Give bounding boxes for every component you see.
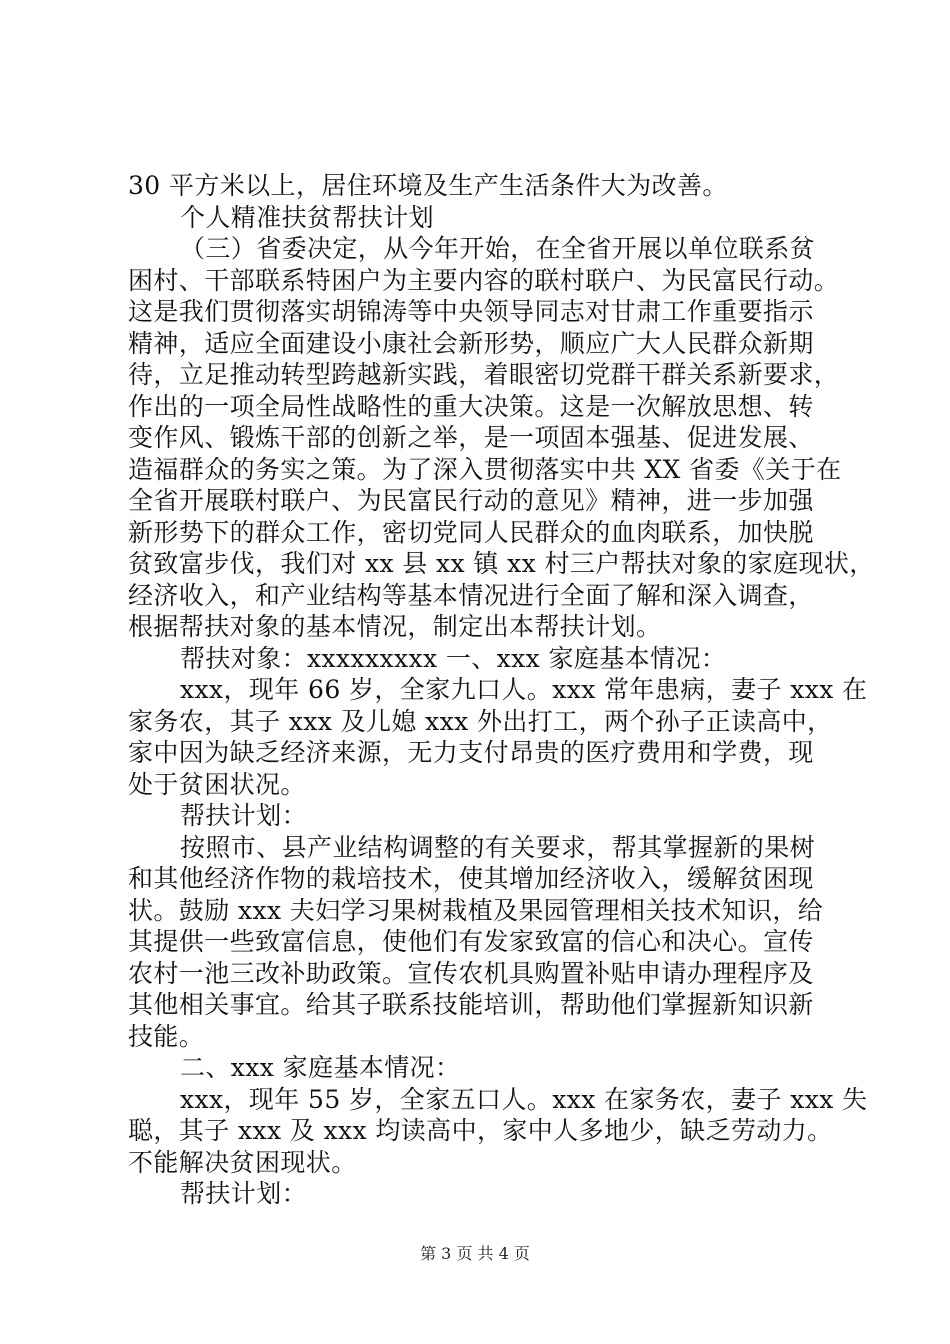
text-line: 状。鼓励 xxx 夫妇学习果树栽植及果园管理相关技术知识，给 bbox=[128, 895, 824, 925]
text-line: 全省开展联村联户、为民富民行动的意见》精神，进一步加强 bbox=[128, 486, 814, 515]
text-line: 按照市、县产业结构调整的有关要求，帮其掌握新的果树 bbox=[180, 832, 816, 862]
text-line: （三）省委决定，从今年开始，在全省开展以单位联系贫 bbox=[180, 234, 816, 263]
text-line: 帮扶计划： bbox=[180, 1179, 308, 1208]
text-line: 30 平方米以上，居住环境及生产生活条件大为改善。 bbox=[128, 171, 728, 200]
text-line: 其提供一些致富信息，使他们有发家致富的信心和决心。宣传 bbox=[128, 927, 814, 956]
text-line: 技能。 bbox=[128, 1021, 205, 1051]
text-line: 聪，其子 xxx 及 xxx 均读高中，家中人多地少，缺乏劳动力。 bbox=[128, 1116, 833, 1145]
document-body bbox=[128, 170, 875, 1210]
text-line: xxx，现年 55 岁，全家五口人。xxx 在家务农，妻子 xxx 失 bbox=[180, 1084, 868, 1114]
text-line: 帮扶计划： bbox=[180, 801, 308, 830]
text-line: 待，立足推动转型跨越新实践，着眼密切党群干群关系新要求， bbox=[128, 360, 840, 389]
text-line: 根据帮扶对象的基本情况，制定出本帮扶计划。 bbox=[128, 612, 662, 641]
text-line: 处于贫困状况。 bbox=[128, 769, 306, 799]
text-line: 新形势下的群众工作，密切党同人民群众的血肉联系，加快脱 bbox=[128, 517, 814, 547]
text-line: 和其他经济作物的栽培技术，使其增加经济收入，缓解贫困现 bbox=[128, 864, 814, 893]
text-line: 家务农，其子 xxx 及儿媳 xxx 外出打工，两个孙子正读高中， bbox=[128, 706, 833, 736]
text-line: 这是我们贯彻落实胡锦涛等中央领导同志对甘肃工作重要指示 bbox=[128, 297, 814, 326]
text-line: xxx，现年 66 岁，全家九口人。xxx 常年患病，妻子 xxx 在 bbox=[180, 675, 868, 704]
text-line: 农村一池三改补助政策。宣传农机具购置补贴申请办理程序及 bbox=[128, 958, 814, 988]
text-line: 经济收入，和产业结构等基本情况进行全面了解和深入调查， bbox=[128, 580, 814, 610]
text-line: 二、xxx 家庭基本情况： bbox=[180, 1053, 461, 1082]
text-line: 不能解决贫困现状。 bbox=[128, 1147, 357, 1177]
text-line: 变作风、锻炼干部的创新之举，是一项固本强基、促进发展、 bbox=[128, 423, 814, 452]
text-line: 帮扶对象：xxxxxxxxx 一、xxx 家庭基本情况： bbox=[180, 643, 727, 673]
page-footer: 第 3 页 共 4 页 bbox=[420, 1244, 530, 1263]
text-line: 贫致富步伐，我们对 xx 县 xx 镇 xx 村三户帮扶对象的家庭现状， bbox=[128, 549, 875, 578]
text-line: 精神，适应全面建设小康社会新形势，顺应广大人民群众新期 bbox=[128, 328, 814, 358]
text-line: 个人精准扶贫帮扶计划 bbox=[180, 202, 435, 232]
text-line: 作出的一项全局性战略性的重大决策。这是一次解放思想、转 bbox=[128, 391, 814, 421]
text-line: 困村、干部联系特困户为主要内容的联村联户、为民富民行动。 bbox=[128, 265, 840, 295]
text-line: 其他相关事宜。给其子联系技能培训，帮助他们掌握新知识新 bbox=[128, 990, 814, 1019]
text-line: 造福群众的务实之策。为了深入贯彻落实中共 XX 省委《关于在 bbox=[128, 454, 842, 484]
text-line: 家中因为缺乏经济来源，无力支付昂贵的医疗费用和学费，现 bbox=[128, 738, 814, 767]
